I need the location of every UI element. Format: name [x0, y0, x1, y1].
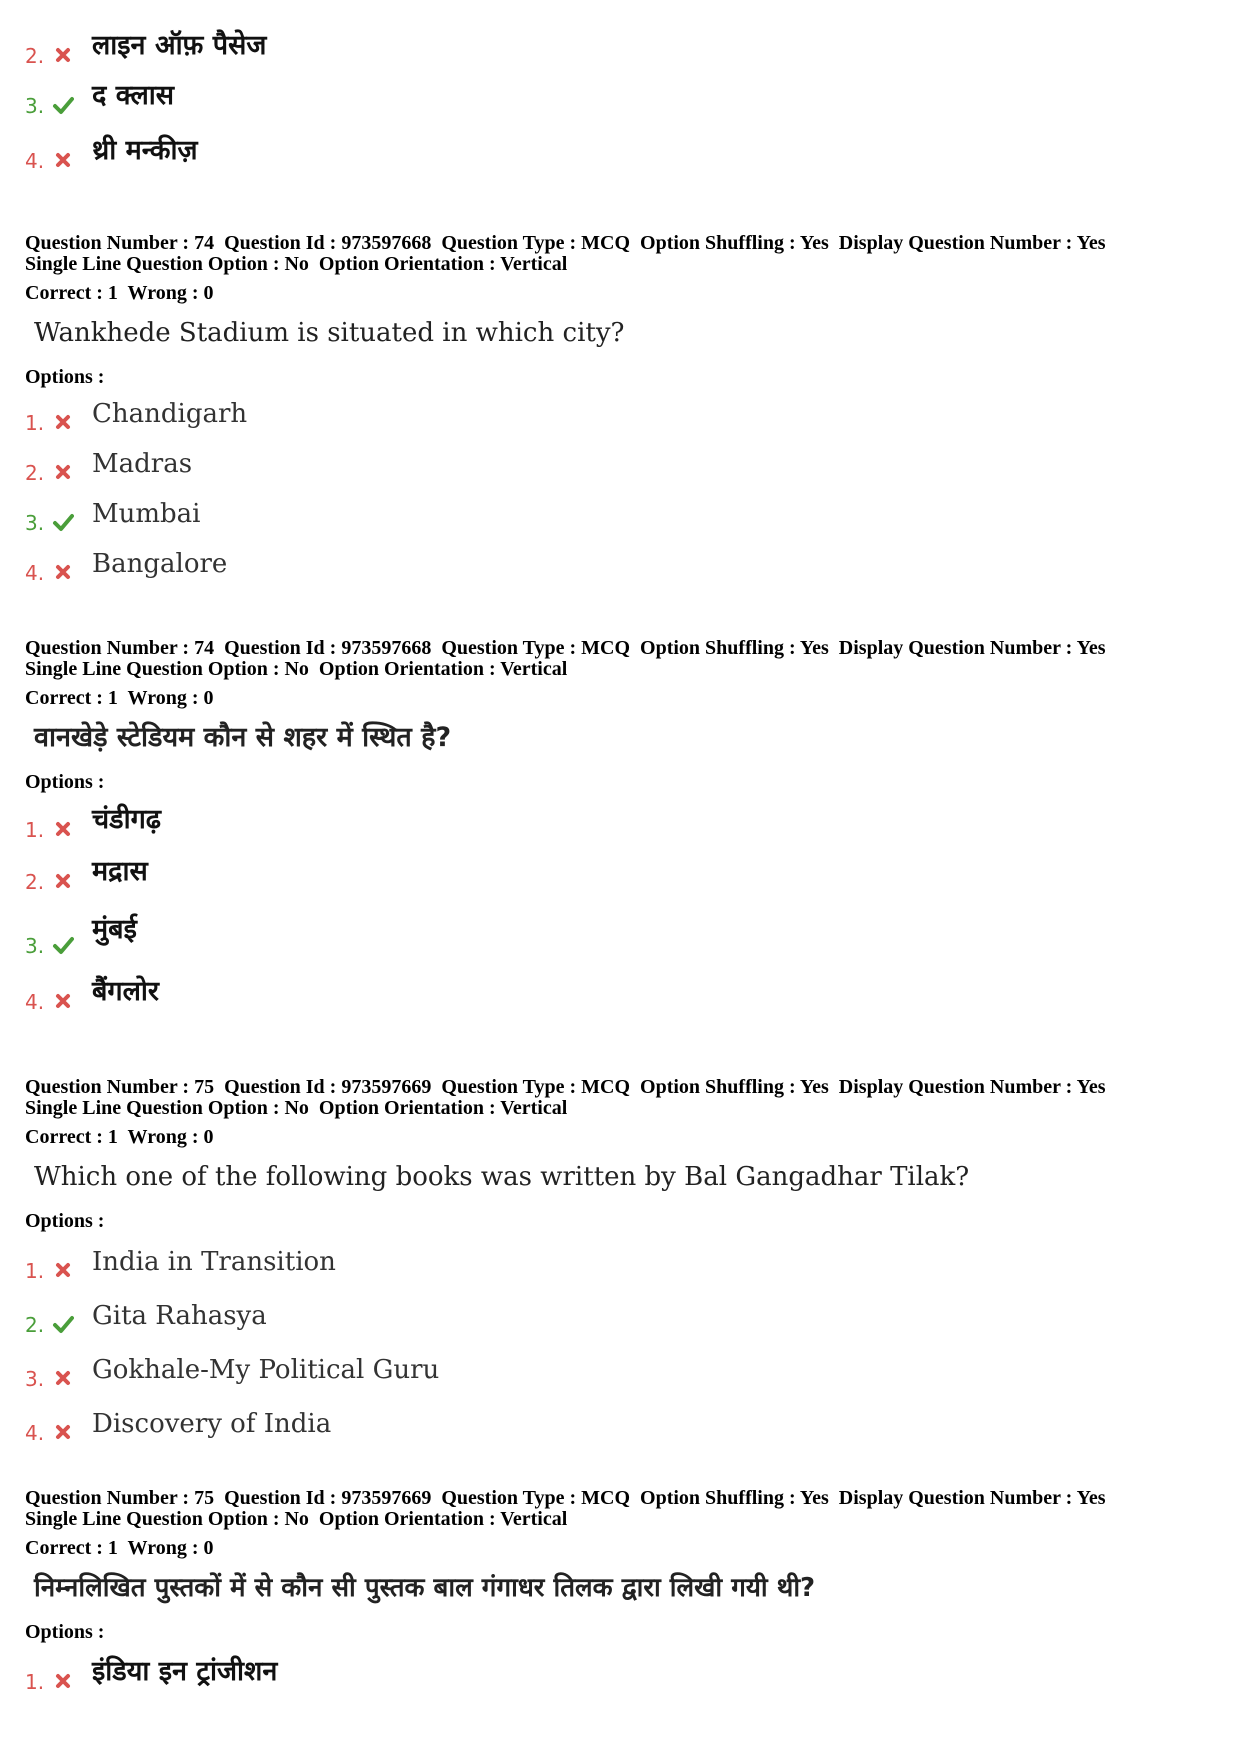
- cross-icon: [52, 1421, 74, 1443]
- check-icon: [52, 511, 74, 533]
- option-text: थ्री मन्कीज़: [92, 135, 198, 166]
- option-number: 4.: [25, 561, 45, 585]
- option-text: India in Transition: [92, 1247, 336, 1277]
- question-block: [25, 233, 1215, 589]
- question-meta-line: Question Number : 74 Question Id : 973597668 Question Type : MCQ Option Shuffling : Yes Display Question Number : Yes: [25, 232, 1106, 254]
- cross-icon: [52, 44, 74, 66]
- check-icon: [52, 934, 74, 956]
- cross-icon: [52, 561, 74, 583]
- option-row: [25, 539, 1215, 589]
- option-text: Discovery of India: [92, 1409, 332, 1439]
- option-number: 3.: [25, 94, 45, 118]
- question-meta-line: Question Number : 75 Question Id : 973597669 Question Type : MCQ Option Shuffling : Yes Display Question Number : Yes: [25, 1076, 1106, 1098]
- option-row: [25, 389, 1215, 439]
- option-number: 2.: [25, 870, 45, 894]
- options-label: Options :: [25, 771, 105, 793]
- option-text: Gita Rahasya: [92, 1301, 267, 1331]
- option-number: 1.: [25, 1259, 45, 1283]
- option-row: [25, 962, 1215, 1018]
- check-icon: [52, 1313, 74, 1335]
- option-text: Madras: [92, 449, 193, 479]
- option-text: Chandigarh: [92, 399, 248, 429]
- cross-icon: [52, 1259, 74, 1281]
- cross-icon: [52, 990, 74, 1012]
- option-text: बैंगलोर: [92, 976, 159, 1007]
- option-row: [25, 1341, 1215, 1395]
- option-row: [25, 22, 1215, 72]
- option-row: [25, 122, 1215, 177]
- question-meta-line: Single Line Question Option : No Option Orientation : Vertical: [25, 1508, 568, 1530]
- option-number: 3.: [25, 511, 45, 535]
- cross-icon: [52, 870, 74, 892]
- option-row: [25, 439, 1215, 489]
- option-number: 1.: [25, 411, 45, 435]
- question-text: Wankhede Stadium is situated in which city?: [34, 318, 625, 348]
- option-number: 4.: [25, 1421, 45, 1445]
- option-text: Bangalore: [92, 549, 228, 579]
- option-row: [25, 1233, 1215, 1287]
- option-text: चंडीगढ़: [92, 804, 161, 835]
- option-row: [25, 1644, 1215, 1698]
- option-text: Mumbai: [92, 499, 201, 529]
- cross-icon: [52, 1670, 74, 1692]
- option-text: इंडिया इन ट्रांजीशन: [92, 1656, 278, 1687]
- options-label: Options :: [25, 1621, 105, 1643]
- option-text: लाइन ऑफ़ पैसेज: [92, 30, 267, 61]
- option-number: 4.: [25, 990, 45, 1014]
- option-number: 4.: [25, 149, 45, 173]
- question-block: [25, 1488, 1215, 1698]
- option-number: 2.: [25, 1313, 45, 1337]
- question-meta-line: Question Number : 75 Question Id : 973597669 Question Type : MCQ Option Shuffling : Yes Display Question Number : Yes: [25, 1487, 1106, 1509]
- option-text: द क्लास: [92, 80, 175, 111]
- option-row: [25, 898, 1215, 962]
- cross-icon: [52, 411, 74, 433]
- option-row: [25, 846, 1215, 898]
- option-row: [25, 1287, 1215, 1341]
- question-meta-line: Single Line Question Option : No Option Orientation : Vertical: [25, 253, 568, 275]
- score-line: Correct : 1 Wrong : 0: [25, 1126, 214, 1148]
- option-number: 1.: [25, 1670, 45, 1694]
- question-meta-line: Single Line Question Option : No Option Orientation : Vertical: [25, 658, 568, 680]
- question-text: Which one of the following books was written by Bal Gangadhar Tilak?: [34, 1162, 970, 1192]
- cross-icon: [52, 461, 74, 483]
- option-number: 2.: [25, 44, 45, 68]
- options-label: Options :: [25, 1210, 105, 1232]
- option-number: 1.: [25, 818, 45, 842]
- cross-icon: [52, 1367, 74, 1389]
- option-number: 2.: [25, 461, 45, 485]
- question-block: [25, 638, 1215, 1018]
- question-text: वानखेड़े स्टेडियम कौन से शहर में स्थित है?: [34, 722, 452, 753]
- check-icon: [52, 94, 74, 116]
- options-label: Options :: [25, 366, 105, 388]
- option-text: मुंबई: [92, 914, 137, 945]
- cross-icon: [52, 149, 74, 171]
- score-line: Correct : 1 Wrong : 0: [25, 687, 214, 709]
- question-meta-line: Question Number : 74 Question Id : 973597668 Question Type : MCQ Option Shuffling : Yes Display Question Number : Yes: [25, 637, 1106, 659]
- option-row: [25, 72, 1215, 122]
- option-text: Gokhale-My Political Guru: [92, 1355, 440, 1385]
- question-block: [25, 1077, 1215, 1449]
- option-number: 3.: [25, 934, 45, 958]
- continued-options: [25, 22, 1215, 177]
- option-row: [25, 489, 1215, 539]
- option-number: 3.: [25, 1367, 45, 1391]
- question-meta-line: Single Line Question Option : No Option Orientation : Vertical: [25, 1097, 568, 1119]
- option-row: [25, 1395, 1215, 1449]
- cross-icon: [52, 818, 74, 840]
- score-line: Correct : 1 Wrong : 0: [25, 1537, 214, 1559]
- option-row: [25, 794, 1215, 846]
- score-line: Correct : 1 Wrong : 0: [25, 282, 214, 304]
- option-text: मद्रास: [92, 856, 148, 887]
- question-text: निम्नलिखित पुस्तकों में से कौन सी पुस्तक बाल गंगाधर तिलक द्वारा लिखी गयी थी?: [34, 1573, 816, 1603]
